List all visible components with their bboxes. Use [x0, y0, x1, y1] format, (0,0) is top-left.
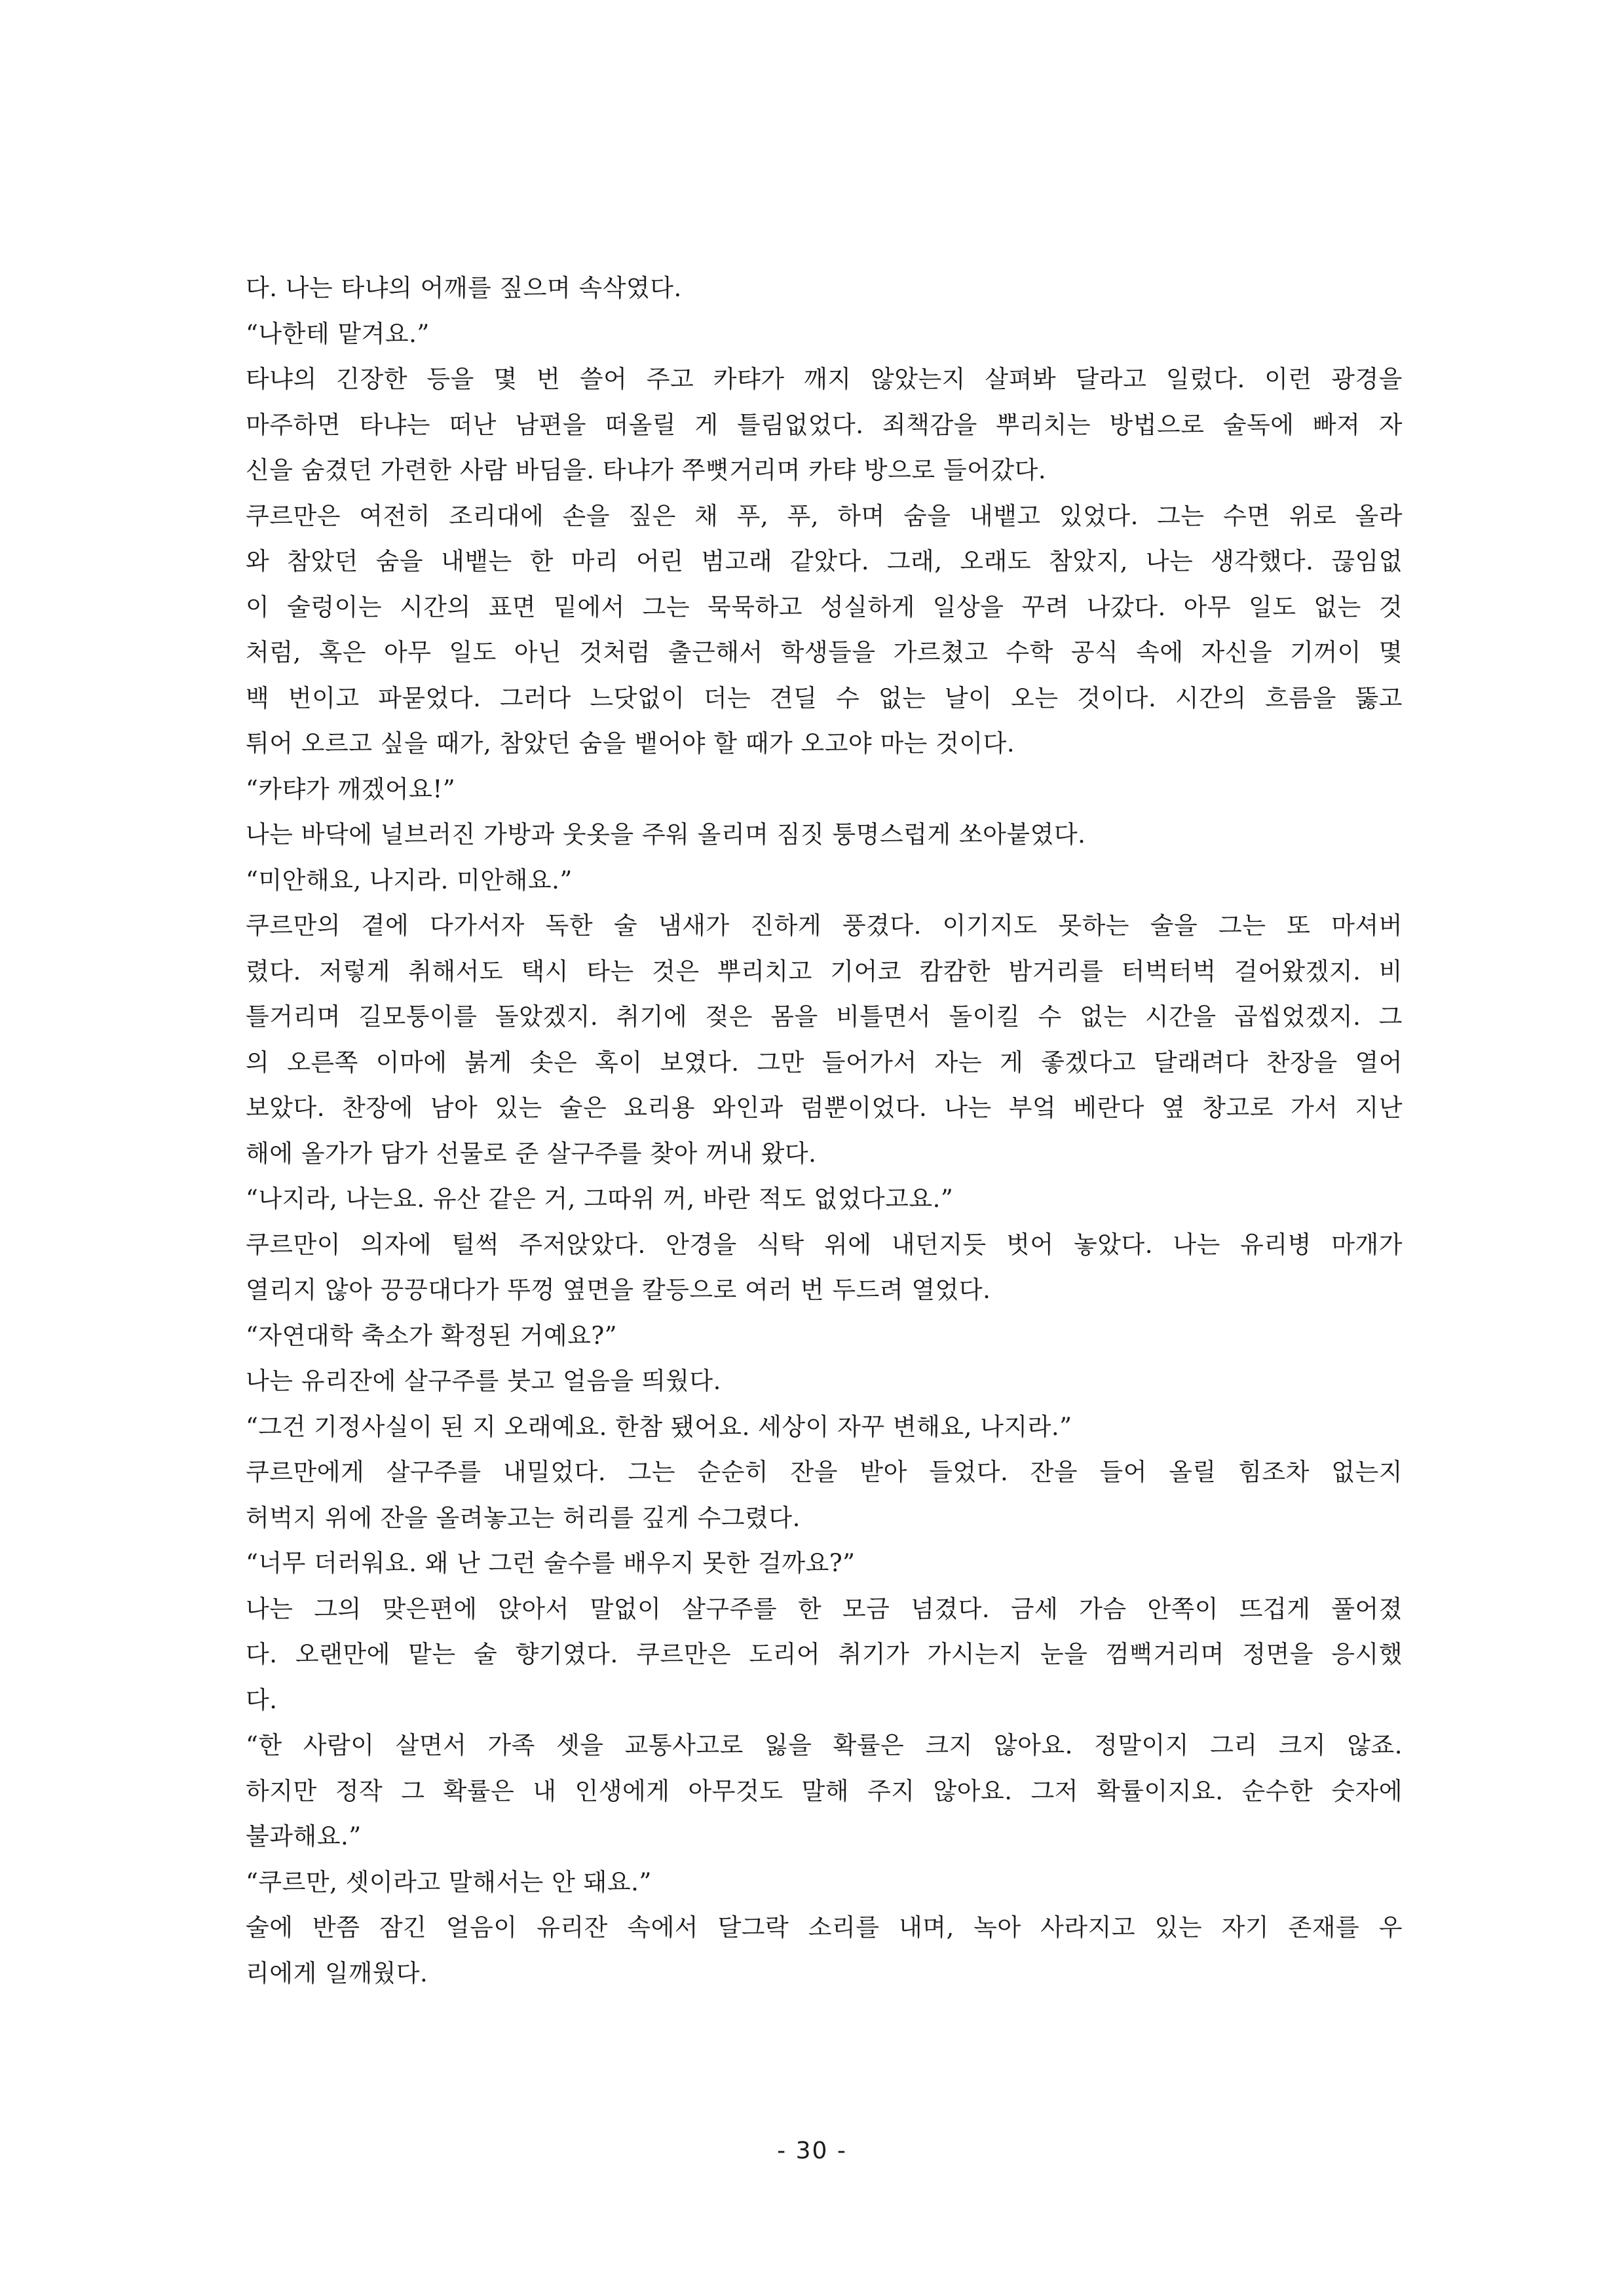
text-line: 리에게 일깨웠다.: [246, 1959, 428, 1987]
page-number: - 30 -: [777, 2137, 847, 2164]
text-line: 의 오른쪽 이마에 붉게 솟은 혹이 보였다. 그만 들어가서 자는 게 좋겠다고 달래려다 찬장을 열어: [246, 1048, 1403, 1077]
text-line: 마주하면 타냐는 떠난 남편을 떠올릴 게 틀림없었다. 죄책감을 뿌리치는 방법으로 술독에 빠져 자: [246, 410, 1403, 439]
text-line: “미안해요, 나지라. 미안해요.”: [246, 866, 573, 894]
text-line: “그건 기정사실이 된 지 오래예요. 한참 됐어요. 세상이 자꾸 변해요, 나지라.”: [246, 1412, 1072, 1441]
text-line: 렸다. 저렇게 취해서도 택시 타는 것은 뿌리치고 기어코 캄캄한 밤거리를 터벅터벅 걸어왔겠지. 비: [246, 957, 1403, 985]
text-line: 쿠르만의 곁에 다가서자 독한 술 냄새가 진하게 풍겼다. 이기지도 못하는 술을 그는 또 마셔버: [246, 911, 1403, 940]
text-line: 나는 유리잔에 살구주를 붓고 얼음을 띄웠다.: [246, 1367, 721, 1395]
text-line: 쿠르만에게 살구주를 내밀었다. 그는 순순히 잔을 받아 들었다. 잔을 들어 올릴 힘조차 없는지: [246, 1458, 1403, 1486]
text-line: 해에 올가가 담가 선물로 준 살구주를 찾아 꺼내 왔다.: [246, 1139, 817, 1168]
text-line: “자연대학 축소가 확정된 거예요?”: [246, 1321, 618, 1350]
text-line: 튀어 오르고 싶을 때가, 참았던 숨을 뱉어야 할 때가 오고야 마는 것이다.: [246, 729, 1015, 757]
text-line: 나는 그의 맞은편에 앉아서 말없이 살구주를 한 모금 넘겼다. 금세 가슴 안쪽이 뜨겁게 풀어졌: [246, 1594, 1403, 1623]
text-line: 술에 반쯤 잠긴 얼음이 유리잔 속에서 달그락 소리를 내며, 녹아 사라지고 있는 자기 존재를 우: [246, 1913, 1403, 1942]
text-line: 신을 숨겼던 가련한 사람 바딤을. 타냐가 쭈뼛거리며 카탸 방으로 들어갔다.: [246, 456, 1047, 484]
text-line: 보았다. 찬장에 남아 있는 술은 요리용 와인과 럼뿐이었다. 나는 부엌 베란다 옆 창고로 가서 지난: [246, 1094, 1403, 1122]
text-line: “쿠르만, 셋이라고 말해서는 안 돼요.”: [246, 1867, 652, 1896]
text-line: 쿠르만이 의자에 털썩 주저앉았다. 안경을 식탁 위에 내던지듯 벗어 놓았다. 나는 유리병 마개가: [246, 1230, 1403, 1259]
text-line: 불과해요.”: [246, 1822, 362, 1850]
text-line: 열리지 않아 끙끙대다가 뚜껑 옆면을 칼등으로 여러 번 두드려 열었다.: [246, 1276, 991, 1304]
text-line: “나지라, 나는요. 유산 같은 거, 그따위 꺼, 바란 적도 없었다고요.”: [246, 1185, 954, 1213]
text-line: 처럼, 혹은 아무 일도 아닌 것처럼 출근해서 학생들을 가르쳤고 수학 공식 속에 자신을 기꺼이 몇: [246, 638, 1403, 666]
text-line: “너무 더러워요. 왜 난 그런 술수를 배우지 못한 걸까요?”: [246, 1549, 856, 1577]
text-line: 이 술렁이는 시간의 표면 밑에서 그는 묵묵하고 성실하게 일상을 꾸려 나갔다. 아무 일도 없는 것: [246, 592, 1403, 621]
text-line: 다. 오랜만에 맡는 술 향기였다. 쿠르만은 도리어 취기가 가시는지 눈을 껌뻑거리며 정면을 응시했: [246, 1640, 1403, 1668]
text-line: 다. 나는 타냐의 어깨를 짚으며 속삭였다.: [246, 274, 682, 302]
text-line: “카탸가 깨겠어요!”: [246, 775, 456, 803]
body-text: [246, 265, 1403, 1996]
text-line: 다.: [246, 1685, 278, 1714]
text-line: 나는 바닥에 널브러진 가방과 웃옷을 주워 올리며 짐짓 퉁명스럽게 쏘아붙였다.: [246, 820, 1086, 849]
text-line: 허벅지 위에 잔을 올려놓고는 허리를 깊게 수그렸다.: [246, 1503, 801, 1532]
text-line: 틀거리며 길모퉁이를 돌았겠지. 취기에 젖은 몸을 비틀면서 돌이킬 수 없는 시간을 곱씹었겠지. 그: [246, 1003, 1403, 1031]
text-line: 와 참았던 숨을 내뱉는 한 마리 어린 범고래 같았다. 그래, 오래도 참았지, 나는 생각했다. 끊임없: [246, 547, 1403, 575]
text-line: “한 사람이 살면서 가족 셋을 교통사고로 잃을 확률은 크지 않아요. 정말이지 그리 크지 않죠.: [246, 1731, 1403, 1759]
text-line: “나한테 맡겨요.”: [246, 319, 430, 348]
text-line: 하지만 정작 그 확률은 내 인생에게 아무것도 말해 주지 않아요. 그저 확률이지요. 순수한 숫자에: [246, 1776, 1403, 1805]
text-line: 백 번이고 파묻었다. 그러다 느닷없이 더는 견딜 수 없는 날이 오는 것이다. 시간의 흐름을 뚫고: [246, 683, 1403, 712]
text-line: 타냐의 긴장한 등을 몇 번 쓸어 주고 카탸가 깨지 않았는지 살펴봐 달라고 일렀다. 이런 광경을: [246, 365, 1403, 393]
text-line: 쿠르만은 여전히 조리대에 손을 짚은 채 푸, 푸, 하며 숨을 내뱉고 있었다. 그는 수면 위로 올라: [246, 501, 1403, 530]
